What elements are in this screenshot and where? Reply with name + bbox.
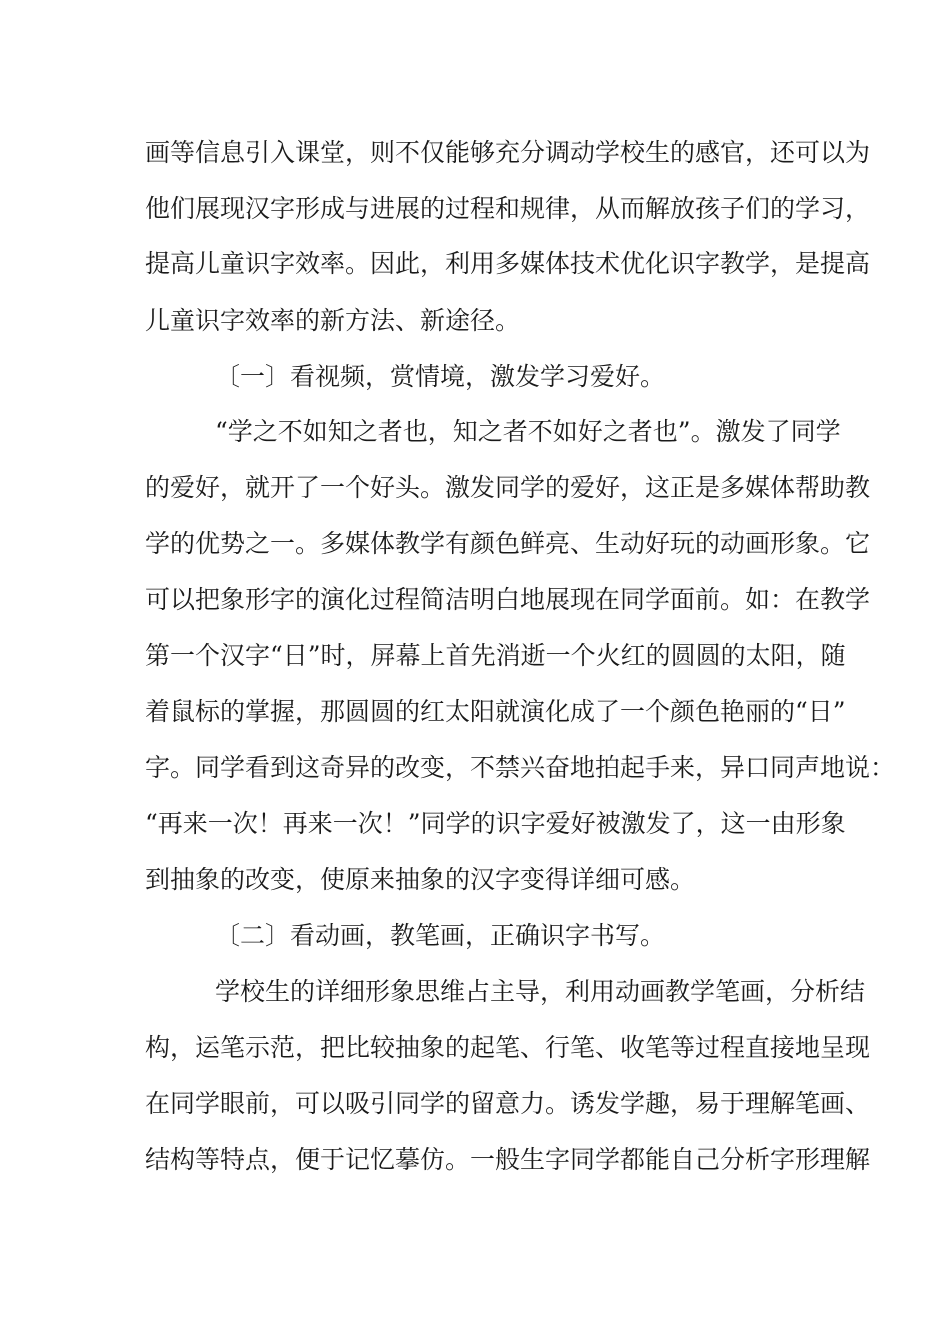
text-line: 可以把象形字的演化过程简洁明白地展现在同学面前。如：在教学 xyxy=(145,585,871,614)
text-line: “再来一次！再来一次！”同学的识字爱好被激发了，这一由形象 xyxy=(145,809,846,838)
text-line: 的爱好，就开了一个好头。激发同学的爱好，这正是多媒体帮助教 xyxy=(145,473,871,502)
text-line: 画等信息引入课堂，则不仅能够充分调动学校生的感官，还可以为 xyxy=(145,138,871,167)
section-heading: 〔一〕看视频，赏情境，激发学习爱好。 xyxy=(215,362,666,391)
text-line: 他们展现汉字形成与进展的过程和规律，从而解放孩子们的学习， xyxy=(145,194,871,223)
text-line: 字。同学看到这奇异的改变，不禁兴奋地拍起手来，异口同声地说： xyxy=(145,753,896,782)
text-line: 结构等特点，便于记忆摹仿。一般生字同学都能自己分析字形理解 xyxy=(145,1145,871,1174)
text-line: 第一个汉字“日”时，屏幕上首先消逝一个火红的圆圆的太阳，随 xyxy=(145,641,846,670)
text-line: “学之不如知之者也，知之者不如好之者也”。激发了同学 xyxy=(215,417,841,446)
text-line: 提高儿童识字效率。因此，利用多媒体技术优化识字教学，是提高 xyxy=(145,249,871,278)
text-line: 学的优势之一。多媒体教学有颜色鲜亮、生动好玩的动画形象。它 xyxy=(145,529,871,558)
text-line: 到抽象的改变，使原来抽象的汉字变得详细可感。 xyxy=(145,865,696,894)
text-line: 儿童识字效率的新方法、新途径。 xyxy=(145,306,521,335)
text-line: 构，运笔示范，把比较抽象的起笔、行笔、收笔等过程直接地呈现 xyxy=(145,1033,871,1062)
text-line: 学校生的详细形象思维占主导，利用动画教学笔画，分析结 xyxy=(215,977,866,1006)
text-line: 在同学眼前，可以吸引同学的留意力。诱发学趣，易于理解笔画、 xyxy=(145,1089,871,1118)
section-heading: 〔二〕看动画，教笔画，正确识字书写。 xyxy=(215,921,666,950)
text-line: 着鼠标的掌握，那圆圆的红太阳就演化成了一个颜色艳丽的“日” xyxy=(145,697,846,726)
